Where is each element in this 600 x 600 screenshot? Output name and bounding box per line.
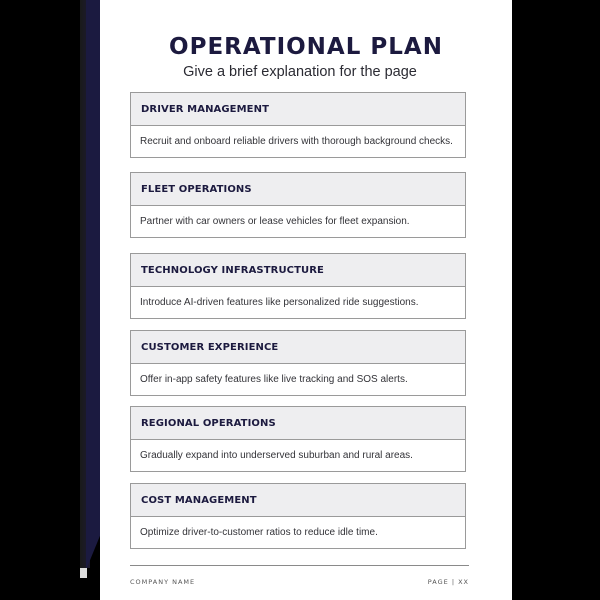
section-heading: DRIVER MANAGEMENT <box>131 93 465 126</box>
section-heading: FLEET OPERATIONS <box>131 173 465 206</box>
page-subtitle: Give a brief explanation for the page <box>183 64 417 80</box>
section-heading: REGIONAL OPERATIONS <box>131 407 465 440</box>
document-page <box>100 0 512 600</box>
section-card-fleet-operations <box>130 172 466 238</box>
section-heading: COST MANAGEMENT <box>131 484 465 517</box>
section-text: Gradually expand into underserved suburban and rural areas. <box>140 450 413 461</box>
section-text: Introduce AI-driven features like personalized ride suggestions. <box>140 297 419 308</box>
section-card-driver-management <box>130 92 466 158</box>
section-heading: CUSTOMER EXPERIENCE <box>131 331 465 364</box>
accent-stripe <box>86 0 100 570</box>
section-text: Optimize driver-to-customer ratios to reduce idle time. <box>140 527 378 538</box>
section-heading: TECHNOLOGY INFRASTRUCTURE <box>131 254 465 287</box>
footer-divider <box>130 565 469 566</box>
section-text: Partner with car owners or lease vehicles for fleet expansion. <box>140 216 410 227</box>
section-text: Offer in-app safety features like live tracking and SOS alerts. <box>140 374 408 385</box>
page-corner <box>80 568 87 578</box>
section-card-customer-experience <box>130 330 466 396</box>
section-card-cost-management <box>130 483 466 549</box>
section-card-regional-operations <box>130 406 466 472</box>
page-title: OPERATIONAL PLAN <box>169 34 443 60</box>
footer-company-name: COMPANY NAME <box>130 578 196 586</box>
footer-page-number: PAGE | XX <box>427 578 469 586</box>
section-card-technology-infrastructure <box>130 253 466 319</box>
section-text: Recruit and onboard reliable drivers with thorough background checks. <box>140 136 453 147</box>
